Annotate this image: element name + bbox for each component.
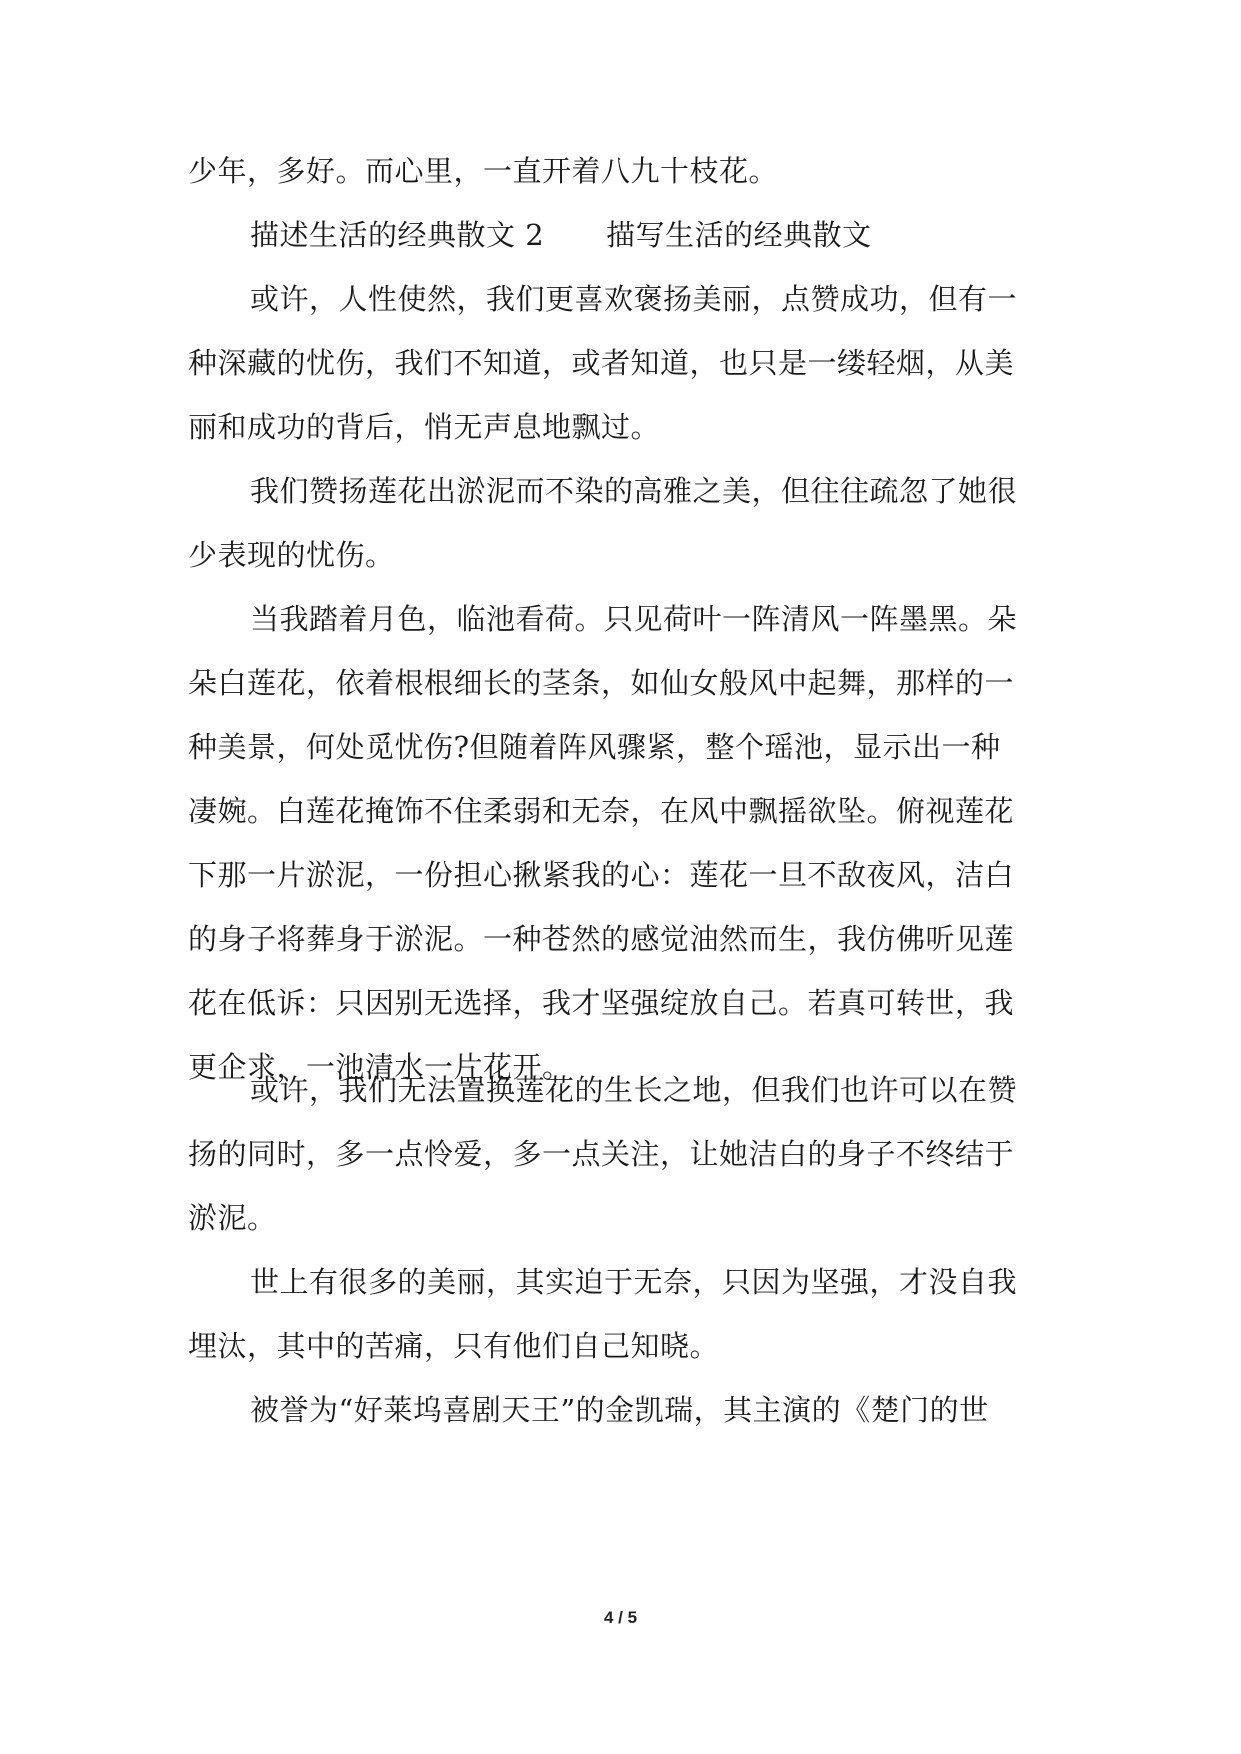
text-line: 下那一片淤泥，一份担心揪紧我的心：莲花一旦不敌夜风，洁白 bbox=[188, 858, 1015, 892]
text-line: 当我踏着月色，临池看荷。只见荷叶一阵清风一阵墨黑。朵 bbox=[250, 602, 1018, 636]
text-line: 或许，我们无法置换莲花的生长之地，但我们也许可以在赞 bbox=[250, 1073, 1018, 1107]
text-block-lower bbox=[188, 1058, 1054, 1442]
text-line: 埋汰，其中的苦痛，只有他们自己知晓。 bbox=[188, 1329, 720, 1363]
text-line: 淤泥。 bbox=[188, 1201, 277, 1235]
text-line: 少表现的忧伤。 bbox=[188, 538, 395, 572]
section-heading-right: 描写生活的经典散文 bbox=[606, 218, 872, 252]
text-line: 花在低诉：只因别无选择，我才坚强绽放自己。若真可转世，我 bbox=[188, 986, 1015, 1020]
section-heading bbox=[188, 203, 1054, 267]
text-line: 种深藏的忧伤，我们不知道，或者知道，也只是一缕轻烟，从美 bbox=[188, 346, 1015, 380]
text-line: 或许，人性使然，我们更喜欢褒扬美丽，点赞成功，但有一 bbox=[250, 282, 1018, 316]
section-heading-left: 描述生活的经典散文 2 bbox=[250, 218, 545, 252]
text-line: 凄婉。白莲花掩饰不住柔弱和无奈，在风中飘摇欲坠。俯视莲花 bbox=[188, 794, 1015, 828]
text-line: 丽和成功的背后，悄无声息地飘过。 bbox=[188, 410, 661, 444]
text-line: 被誉为“好莱坞喜剧天王”的金凯瑞，其主演的《楚门的世 bbox=[250, 1393, 989, 1427]
text-line: 少年，多好。而心里，一直开着八九十枝花。 bbox=[188, 154, 779, 188]
text-line: 朵白莲花，依着根根细长的茎条，如仙女般风中起舞，那样的一 bbox=[188, 666, 1015, 700]
text-line: 扬的同时，多一点怜爱，多一点关注，让她洁白的身子不终结于 bbox=[188, 1137, 1015, 1171]
text-line: 我们赞扬莲花出淤泥而不染的高雅之美，但往往疏忽了她很 bbox=[250, 474, 1018, 508]
page-number: 4 / 5 bbox=[603, 1608, 638, 1627]
text-block-upper bbox=[188, 139, 1054, 1099]
text-line: 世上有很多的美丽，其实迫于无奈，只因为坚强，才没自我 bbox=[250, 1265, 1018, 1299]
text-line: 种美景，何处觅忧伤?但随着阵风骤紧，整个瑶池，显示出一种 bbox=[188, 730, 1001, 764]
text-line: 的身子将葬身于淤泥。一种苍然的感觉油然而生，我仿佛听见莲 bbox=[188, 922, 1015, 956]
text-line: 更企求，一池清水一片花开。 bbox=[188, 1050, 572, 1084]
